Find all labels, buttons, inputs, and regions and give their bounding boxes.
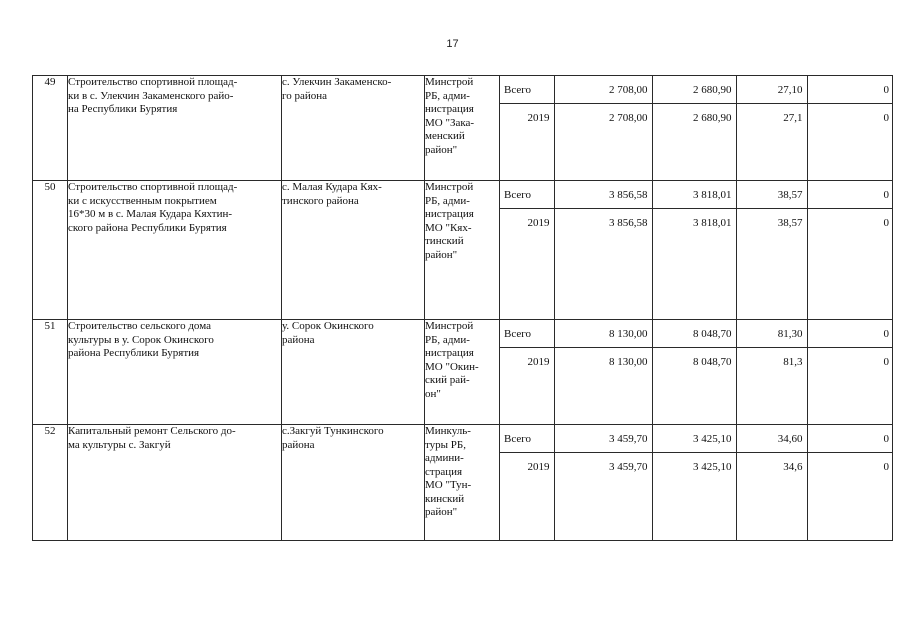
object-location: у. Сорок Окинского района xyxy=(282,320,425,425)
amount-federal: 3 818,01 xyxy=(652,181,736,208)
financing-table xyxy=(500,181,893,319)
objects-table xyxy=(32,75,893,541)
amount-federal: 3 425,10 xyxy=(652,425,736,452)
financing-filler xyxy=(500,130,893,180)
amount-other: 0 xyxy=(807,76,893,103)
filler-cell xyxy=(500,374,554,424)
financing-table xyxy=(500,320,893,424)
financing-cell xyxy=(500,181,893,320)
financing-table xyxy=(500,425,893,540)
filler-cell xyxy=(652,374,736,424)
responsible-party: Минстрой РБ, адми- нистрация МО "Окин- ский рай- он" xyxy=(425,320,500,425)
amount-regional: 34,60 xyxy=(736,425,807,452)
row-number: 49 xyxy=(33,76,68,181)
financing-cell xyxy=(500,425,893,541)
object-location: с.Закгуй Тункинского района xyxy=(282,425,425,541)
financing-filler xyxy=(500,235,893,319)
financing-year-row xyxy=(500,347,893,374)
amount-total: 3 856,58 xyxy=(554,208,652,235)
filler-cell xyxy=(500,479,554,540)
amount-other: 0 xyxy=(807,103,893,130)
financing-year-row xyxy=(500,452,893,479)
amount-regional: 81,3 xyxy=(736,347,807,374)
filler-cell xyxy=(807,235,893,319)
financing-filler xyxy=(500,479,893,540)
financing-total-row xyxy=(500,76,893,103)
amount-total: 8 130,00 xyxy=(554,320,652,347)
amount-total: 2 708,00 xyxy=(554,103,652,130)
period-label: 2019 xyxy=(500,347,554,374)
amount-regional: 27,10 xyxy=(736,76,807,103)
filler-cell xyxy=(554,235,652,319)
amount-federal: 2 680,90 xyxy=(652,103,736,130)
program-table xyxy=(32,75,893,541)
amount-federal: 2 680,90 xyxy=(652,76,736,103)
amount-other: 0 xyxy=(807,208,893,235)
row-number: 52 xyxy=(33,425,68,541)
table-row xyxy=(33,76,893,181)
filler-cell xyxy=(807,130,893,180)
page-number: 17 xyxy=(446,38,459,50)
filler-cell xyxy=(736,130,807,180)
amount-federal: 3 425,10 xyxy=(652,452,736,479)
filler-cell xyxy=(554,479,652,540)
amount-federal: 8 048,70 xyxy=(652,320,736,347)
financing-total-row xyxy=(500,320,893,347)
period-label: Всего xyxy=(504,328,531,340)
filler-cell xyxy=(500,235,554,319)
object-name: Строительство спортивной площад- ки в с. Улекчин Закаменского райо- на Республики Бурятия xyxy=(68,76,282,181)
period-label: 2019 xyxy=(500,452,554,479)
row-number: 51 xyxy=(33,320,68,425)
period-label: Всего xyxy=(504,84,531,96)
amount-other: 0 xyxy=(807,452,893,479)
amount-regional: 38,57 xyxy=(736,181,807,208)
object-name: Строительство сельского дома культуры в у. Сорок Окинского района Республики Бурятия xyxy=(68,320,282,425)
filler-cell xyxy=(736,479,807,540)
responsible-party: Минстрой РБ, адми- нистрация МО "Кях- тинский район" xyxy=(425,181,500,320)
object-location: с. Малая Кудара Кях- тинского района xyxy=(282,181,425,320)
amount-total: 2 708,00 xyxy=(554,76,652,103)
filler-cell xyxy=(554,374,652,424)
amount-total: 3 459,70 xyxy=(554,425,652,452)
object-name: Строительство спортивной площад- ки с искусственным покрытием 16*30 м в с. Малая Кудара Кяхтин- ского района Республики Бурятия xyxy=(68,181,282,320)
amount-other: 0 xyxy=(807,181,893,208)
amount-total: 3 856,58 xyxy=(554,181,652,208)
financing-cell xyxy=(500,76,893,181)
object-name: Капитальный ремонт Сельского до- ма культуры с. Закгуй xyxy=(68,425,282,541)
filler-cell xyxy=(554,130,652,180)
amount-total: 8 130,00 xyxy=(554,347,652,374)
filler-cell xyxy=(736,235,807,319)
financing-year-row xyxy=(500,103,893,130)
period-label: Всего xyxy=(504,433,531,445)
amount-federal: 3 818,01 xyxy=(652,208,736,235)
financing-cell xyxy=(500,320,893,425)
period-label: 2019 xyxy=(500,208,554,235)
row-number: 50 xyxy=(33,181,68,320)
financing-filler xyxy=(500,374,893,424)
amount-regional: 38,57 xyxy=(736,208,807,235)
amount-regional: 34,6 xyxy=(736,452,807,479)
amount-total: 3 459,70 xyxy=(554,452,652,479)
amount-regional: 81,30 xyxy=(736,320,807,347)
period-label: Всего xyxy=(504,189,531,201)
table-row xyxy=(33,320,893,425)
filler-cell xyxy=(807,479,893,540)
object-location: с. Улекчин Закаменско- го района xyxy=(282,76,425,181)
financing-year-row xyxy=(500,208,893,235)
financing-table xyxy=(500,76,893,180)
responsible-party: Минстрой РБ, адми- нистрация МО "Зака- менский район" xyxy=(425,76,500,181)
filler-cell xyxy=(652,130,736,180)
table-row xyxy=(33,181,893,320)
financing-total-row xyxy=(500,181,893,208)
filler-cell xyxy=(652,479,736,540)
amount-other: 0 xyxy=(807,347,893,374)
filler-cell xyxy=(652,235,736,319)
financing-total-row xyxy=(500,425,893,452)
amount-regional: 27,1 xyxy=(736,103,807,130)
period-label: 2019 xyxy=(500,103,554,130)
filler-cell xyxy=(807,374,893,424)
responsible-party: Минкуль- туры РБ, админи- страция МО "Тун- кинский район" xyxy=(425,425,500,541)
amount-other: 0 xyxy=(807,320,893,347)
table-row xyxy=(33,425,893,541)
amount-federal: 8 048,70 xyxy=(652,347,736,374)
amount-other: 0 xyxy=(807,425,893,452)
filler-cell xyxy=(736,374,807,424)
filler-cell xyxy=(500,130,554,180)
